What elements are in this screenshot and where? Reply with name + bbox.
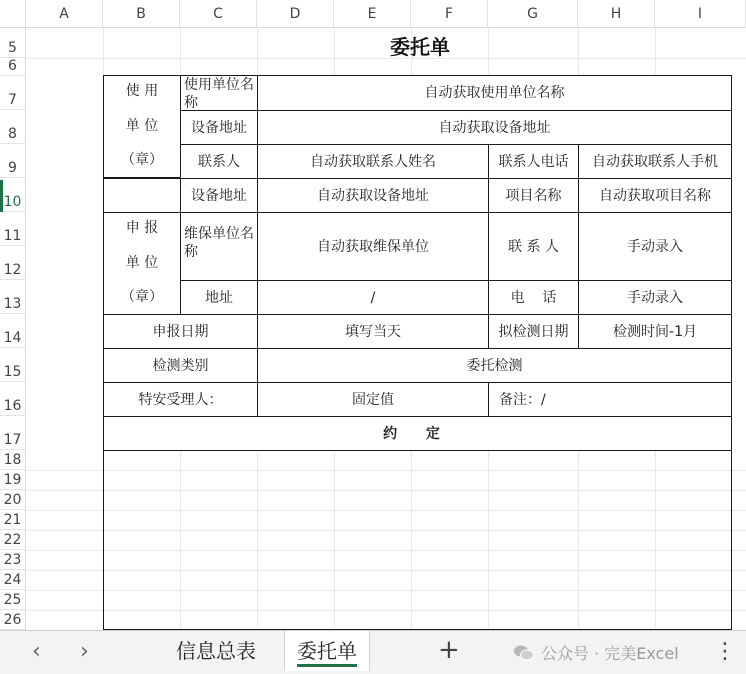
row-header-24[interactable]: 24	[0, 570, 26, 590]
agreement-body[interactable]	[103, 450, 732, 630]
sheet-tab-bar	[0, 630, 746, 674]
planned-test-date-label[interactable]: 拟检测日期	[488, 314, 579, 349]
column-header-g[interactable]: G	[488, 0, 578, 28]
contact-value[interactable]: 自动获取联系人姓名	[257, 144, 489, 179]
row-header-8[interactable]: 8	[0, 110, 26, 144]
tab-commission-form[interactable]	[284, 631, 370, 671]
row-header-6[interactable]: 6	[0, 58, 26, 76]
applicant-contact-label[interactable]: 联 系 人	[488, 212, 579, 281]
report-date-value[interactable]: 填写当天	[257, 314, 489, 349]
remarks-cell[interactable]: 备注：/	[488, 382, 732, 417]
applicant-label-line3: （章）	[121, 289, 163, 305]
report-date-label[interactable]: 申报日期	[103, 314, 258, 349]
active-row-indicator	[0, 180, 26, 212]
prev-sheet-icon[interactable]: ‹	[32, 639, 41, 664]
row-header-20[interactable]: 20	[0, 490, 26, 510]
active-tab-underline	[297, 664, 357, 667]
project-name-label[interactable]: 项目名称	[488, 178, 579, 213]
column-header-f[interactable]: F	[411, 0, 488, 28]
user-unit-label-line1: 使 用	[125, 83, 159, 99]
wechat-icon	[513, 644, 535, 662]
user-unit-name-label[interactable]: 使用单位名称	[180, 75, 258, 111]
row-header-22[interactable]: 22	[0, 530, 26, 550]
column-header-d[interactable]: D	[257, 0, 334, 28]
row-header-5[interactable]: 5	[0, 28, 26, 58]
row-header-10[interactable]: 10	[0, 178, 26, 212]
receiver-value[interactable]: 固定值	[257, 382, 489, 417]
column-header-b[interactable]: B	[103, 0, 180, 28]
row-header-16[interactable]: 16	[0, 382, 26, 416]
contact-phone-value[interactable]: 自动获取联系人手机	[578, 144, 732, 179]
row-header-11[interactable]: 11	[0, 212, 26, 246]
row-header-9[interactable]: 9	[0, 144, 26, 178]
watermark	[513, 641, 679, 664]
project-name-value[interactable]: 自动获取项目名称	[578, 178, 732, 213]
row-header-14[interactable]: 14	[0, 314, 26, 348]
applicant-label-line1: 申 报	[125, 220, 159, 236]
applicant-address-value[interactable]: /	[257, 280, 489, 315]
column-header-bar	[26, 0, 746, 28]
receiver-label[interactable]: 特安受理人：	[103, 382, 258, 417]
row-header-15[interactable]: 15	[0, 348, 26, 382]
applicant-unit-label[interactable]	[103, 212, 181, 315]
applicant-phone-value[interactable]: 手动录入	[578, 280, 732, 315]
column-header-c[interactable]: C	[180, 0, 257, 28]
device-address-value[interactable]: 自动获取设备地址	[257, 178, 489, 213]
row-header-25[interactable]: 25	[0, 590, 26, 610]
user-unit-label-line2: 单 位	[125, 117, 159, 134]
test-category-value[interactable]: 委托检测	[257, 348, 732, 383]
column-header-a[interactable]: A	[26, 0, 103, 28]
row-header-23[interactable]: 23	[0, 550, 26, 570]
equipment-address-value[interactable]: 自动获取设备地址	[257, 110, 732, 145]
applicant-phone-label[interactable]: 电 话	[488, 280, 579, 315]
test-category-label[interactable]: 检测类别	[103, 348, 258, 383]
select-all-corner[interactable]	[0, 0, 26, 28]
applicant-address-label[interactable]: 地址	[180, 280, 258, 315]
planned-test-date-value[interactable]: 检测时间-1月	[578, 314, 732, 349]
contact-phone-label[interactable]: 联系人电话	[488, 144, 579, 179]
agreement-heading[interactable]: 约 定	[103, 416, 732, 451]
column-header-i[interactable]: I	[655, 0, 746, 28]
contact-label[interactable]: 联系人	[180, 144, 258, 179]
row-header-19[interactable]: 19	[0, 470, 26, 490]
user-unit-label[interactable]	[103, 75, 181, 178]
blank-cell[interactable]	[103, 178, 181, 213]
equipment-address-label[interactable]: 设备地址	[180, 110, 258, 145]
maintenance-unit-label[interactable]: 维保单位名称	[180, 212, 258, 281]
row-header-21[interactable]: 21	[0, 510, 26, 530]
tab-commission-form-label: 委托单	[297, 639, 357, 663]
watermark-text: 公众号 · 完美Excel	[541, 644, 679, 663]
row-header-26[interactable]: 26	[0, 610, 26, 630]
applicant-label-line2: 单 位	[125, 254, 159, 271]
user-unit-name-value[interactable]: 自动获取使用单位名称	[257, 75, 732, 111]
applicant-contact-value[interactable]: 手动录入	[578, 212, 732, 281]
user-unit-label-line3: （章）	[121, 152, 163, 168]
row-header-17[interactable]: 17	[0, 416, 26, 450]
row-header-7[interactable]: 7	[0, 76, 26, 110]
tab-info-summary[interactable]: 信息总表	[176, 639, 256, 663]
column-header-e[interactable]: E	[334, 0, 411, 28]
row-header-13[interactable]: 13	[0, 280, 26, 314]
maintenance-unit-value[interactable]: 自动获取维保单位	[257, 212, 489, 281]
more-options-icon[interactable]: ⋮	[714, 639, 736, 664]
row-header-18[interactable]: 18	[0, 450, 26, 470]
add-sheet-icon[interactable]: +	[438, 635, 460, 665]
device-address-label[interactable]: 设备地址	[180, 178, 258, 213]
form-title[interactable]: 委托单	[390, 35, 450, 59]
row-header-12[interactable]: 12	[0, 246, 26, 280]
next-sheet-icon[interactable]: ›	[80, 639, 89, 664]
column-header-h[interactable]: H	[578, 0, 655, 28]
